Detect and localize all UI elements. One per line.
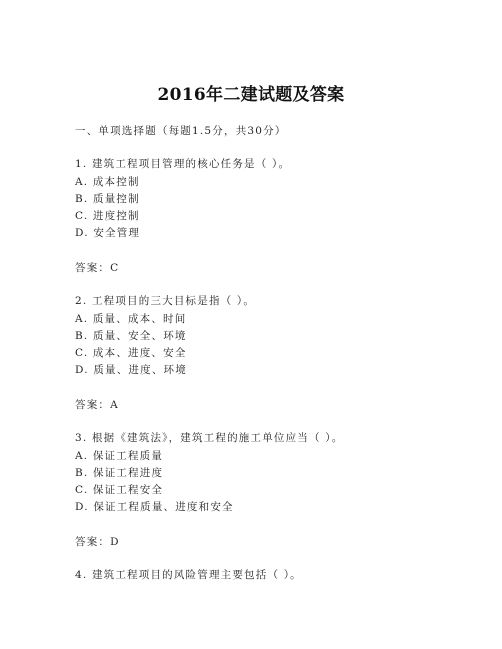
question-1-answer: 答案：C — [75, 262, 120, 274]
question-1-option-d: D. 安全管理 — [75, 227, 141, 239]
question-2-option-c: C. 成本、进度、安全 — [75, 347, 187, 359]
question-1-stem: 1. 建筑工程项目管理的核心任务是（ ）。 — [75, 158, 291, 170]
document-title: 2016年二建试题及答案 — [157, 85, 345, 105]
question-4-stem: 4. 建筑工程项目的风险管理主要包括（ ）。 — [75, 569, 302, 581]
question-1-option-a: A. 成本控制 — [75, 176, 140, 188]
question-2-option-b: B. 质量、安全、环境 — [75, 330, 187, 342]
question-2-stem: 2. 工程项目的三大目标是指（ ）。 — [75, 295, 256, 307]
question-3-option-b: B. 保证工程进度 — [75, 467, 164, 479]
question-3-answer: 答案：D — [75, 536, 120, 548]
question-2-option-d: D. 质量、进度、环境 — [75, 364, 187, 376]
question-3-option-d: D. 保证工程质量、进度和安全 — [75, 501, 234, 513]
question-1-option-b: B. 质量控制 — [75, 193, 140, 205]
section-heading: 一、单项选择题（每题1.5分，共30分） — [75, 125, 287, 137]
question-3-option-c: C. 保证工程安全 — [75, 484, 164, 496]
question-2-answer: 答案：A — [75, 399, 119, 411]
question-3-stem: 3. 根据《建筑法》，建筑工程的施工单位应当（ ）。 — [75, 432, 344, 444]
question-2-option-a: A. 质量、成本、时间 — [75, 313, 187, 325]
question-3-option-a: A. 保证工程质量 — [75, 450, 164, 462]
question-1-option-c: C. 进度控制 — [75, 210, 140, 222]
